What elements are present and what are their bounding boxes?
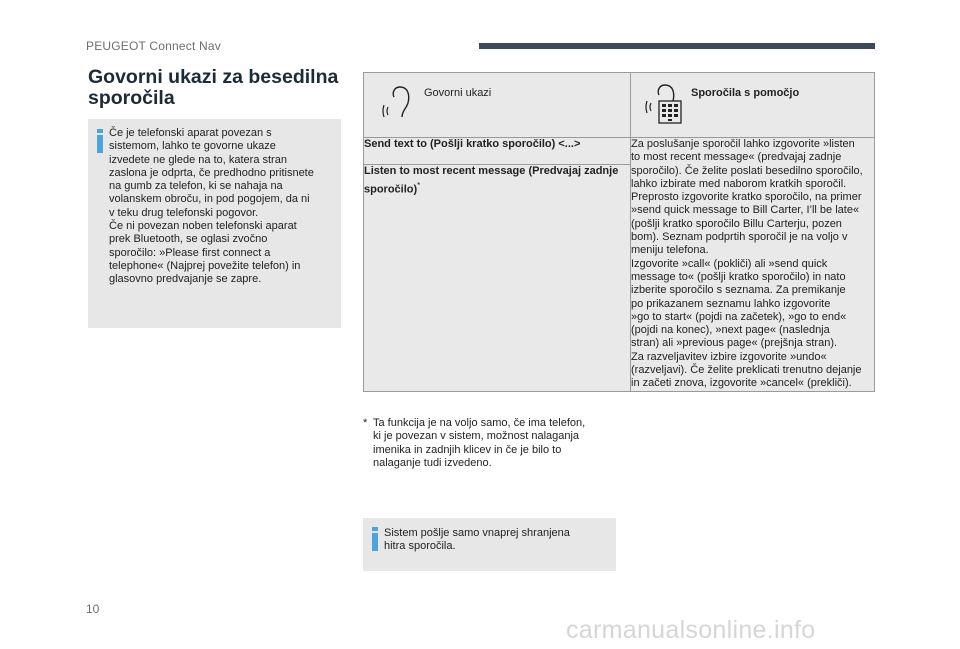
info-note-box (88, 119, 341, 328)
header-bar (479, 43, 875, 49)
table-row (364, 138, 875, 165)
footnote-star: * (363, 417, 368, 429)
page-title: Govorni ukazi za besedilna sporočila (88, 66, 339, 109)
footnote-text: Ta funkcija je na voljo samo, če ima telefon, ki je povezan v sistem, možnost nalaganja imenika in zadnjih klicev in če je bilo to nalaganje tudi izvedeno. (373, 417, 586, 469)
section-header: PEUGEOT Connect Nav (86, 39, 221, 53)
voice-command-listen-cell (364, 165, 631, 391)
col-header-label: Sporočila s pomočjo (691, 87, 800, 99)
footnote (363, 417, 623, 470)
col-header-help-messages (631, 73, 875, 138)
col-header-label: Govorni ukazi (424, 87, 492, 99)
page-number: 10 (86, 602, 100, 616)
voice-help-keypad-icon (637, 79, 691, 127)
info-note-text: Sistem pošlje samo vnaprej shranjena hitra sporočila. (384, 527, 570, 553)
table-header-row (364, 73, 875, 138)
help-text-cell: Za poslušanje sporočil lahko izgovorite »listen to most recent message« (predvajaj zadnje sporočilo). Če želite poslati besedilno sporočilo, lahko izbirate med naborom kratkih sporočil. Preprosto izgovorite kratko sporočilo, na primer »send quick message to Bill Carter, I’ll be late« (pošlji kratko sporočilo Billu Carterju, pozen bom). Seznam podprtih sporočil je na voljo v meniju telefona. Izgovorite »call« (pokliči) ali »send quick message to« (pošlji kratko sporočilo) in nato izberite sporočilo s seznama. Za premikanje po prikazanem seznamu lahko izgovorite »go to start« (pojdi na začetek), »go to end« (pojdi na konec), »next page« (naslednja stran) ali »previous page« (prejšnja stran). Za razveljavitev izbire izgovorite »undo« (razveljavi). Če želite preklicati trenutno dejanje in začeti znova, izgovorite »cancel« (prekliči). (631, 138, 875, 392)
info-note-box (363, 518, 616, 571)
voice-command-send-text: Send text to (Pošlji kratko sporočilo) <...> (364, 138, 631, 165)
col-header-voice-commands (364, 73, 631, 138)
voice-commands-table (363, 72, 875, 392)
watermark: carmanualsonline.info (566, 616, 816, 644)
info-note-text: Če je telefonski aparat povezan s sistemom, lahko te govorne ukaze izvedete ne glede na to, katera stran zaslona je odprta, če predhodno pritisnete na gumb za telefon, ki se nahaja na volanskem obroču, in pod pogojem, da ni v teku drug telefonski pogovor. Če ni povezan noben telefonski aparat prek Bluetooth, se oglasi zvočno sporočilo: »Please first connect a telephone« (Najprej povežite telefon) in glasovno predvajanje se zapre. (109, 127, 314, 286)
info-icon (372, 527, 378, 551)
info-icon (97, 129, 103, 153)
footnote-mark: * (417, 180, 421, 190)
voice-command-listen: Listen to most recent message (Predvajaj zadnje sporočilo) (364, 165, 619, 196)
voice-command-icon (370, 79, 424, 127)
